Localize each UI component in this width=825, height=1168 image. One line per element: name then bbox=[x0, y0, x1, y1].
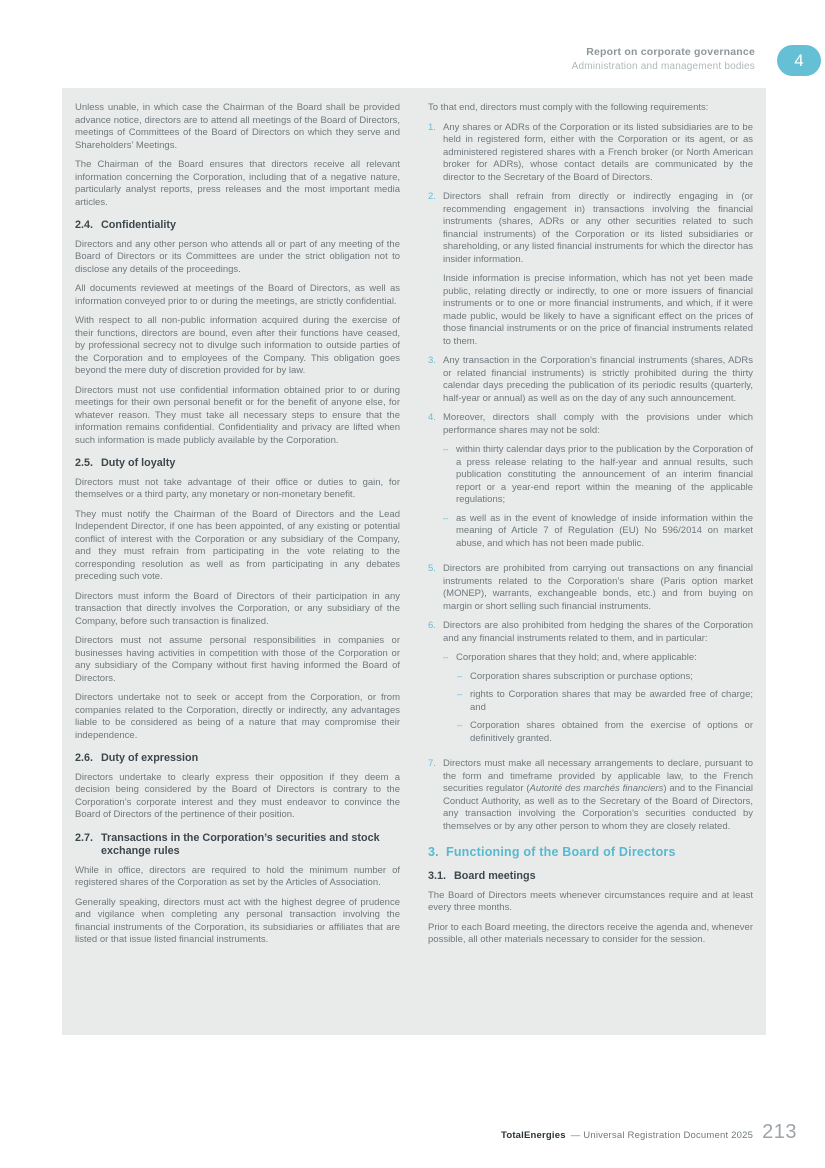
list-item-2 bbox=[428, 191, 753, 348]
dash-marker: – bbox=[443, 652, 449, 663]
page-header bbox=[572, 46, 755, 72]
section-heading-2-4 bbox=[75, 219, 400, 233]
paragraph: The Chairman of the Board ensures that directors receive all relevant information concerning the Corporation, including that of a negative nature, particularly analyst reports, press releases and the most important media articles. bbox=[75, 159, 400, 208]
list-number: 6. bbox=[428, 620, 436, 631]
paragraph: Generally speaking, directors must act with the highest degree of prudence and vigilance when completing any personal transaction involving the financial instruments of the Corporation, its subsidiaries or affiliates that are listed or that issue listed financial instruments. bbox=[75, 896, 400, 945]
heading-number: 2.4. bbox=[75, 219, 94, 231]
list-number: 4. bbox=[428, 412, 436, 423]
list-text: Any transaction in the Corporation’s financial instruments (shares, ADRs or related financial instruments) is strictly prohibited during the thirty calendar days preceding the publication of its periodic results (quarterly, half-year or annual) as well as on the day of any such announcement. bbox=[443, 355, 753, 404]
italic-text: Autorité des marchés financiers bbox=[529, 783, 664, 794]
list-item-5 bbox=[428, 563, 753, 613]
header-subtitle: Administration and management bodies bbox=[571, 61, 755, 72]
list-text: Directors are prohibited from carrying out transactions on any financial instruments related to the Corporation’s share (Paris option market (MONEP), warrants, exchangeable bonds, etc.) and from buying on margin or short selling such financial instruments. bbox=[443, 563, 753, 612]
paragraph: Directors must not use confidential information obtained prior to or during meetings for their own personal benefit or for the benefit of anyone else, for whatever reason. They must take all necessary steps to ensure that the information remains confidential. Confidentiality and privacy are lifted when such information is made publicly available by the Corporation. bbox=[75, 384, 400, 446]
sub-item bbox=[457, 720, 753, 745]
dash-marker: – bbox=[457, 720, 463, 731]
sub-item-text: as well as in the event of knowledge of inside information within the meaning of Article 7 of Regulation (EU) No 596/2014 on market abuse, and which has not been made public. bbox=[456, 512, 753, 549]
section-heading-3-1 bbox=[428, 870, 753, 884]
sub-item bbox=[457, 689, 753, 714]
section-heading-3 bbox=[428, 845, 753, 860]
heading-text: Confidentiality bbox=[101, 219, 176, 231]
section-heading-2-6 bbox=[75, 752, 400, 766]
sub-item bbox=[443, 444, 753, 507]
paragraph: Prior to each Board meeting, the directors receive the agenda and, whenever possible, all other materials necessary to consider for the session. bbox=[428, 921, 753, 945]
paragraph: The Board of Directors meets whenever circumstances require and at least every three months. bbox=[428, 889, 753, 913]
list-item-6 bbox=[428, 620, 753, 751]
text-run: ) and to the Financial Conduct Authority, as well as to the Secretary of the Board of Directors, any transaction involving the Corporation’s securities conducted by themselves or by any other person to whom they are closely related. bbox=[443, 783, 753, 832]
paragraph: Directors undertake not to seek or accept from the Corporation, or from companies related to the Corporation, directly or indirectly, any advantages liable to be considered as being of a nature that may compromise their independence. bbox=[75, 692, 400, 741]
list-item-1 bbox=[428, 122, 753, 185]
sub-item-text: rights to Corporation shares that may be awarded free of charge; and bbox=[470, 689, 753, 713]
page-footer bbox=[501, 1121, 797, 1144]
paragraph: To that end, directors must comply with the following requirements: bbox=[428, 102, 709, 113]
heading-number: 3. bbox=[428, 845, 439, 859]
content-panel bbox=[62, 88, 766, 1035]
heading-number: 2.7. bbox=[75, 831, 94, 844]
dash-marker: – bbox=[443, 512, 449, 524]
list-item-3 bbox=[428, 355, 753, 405]
paragraph: Directors must not assume personal responsibilities in companies or businesses having activities in competition with those of the Corporation or any subsidiary of the Company without first having informed the Board of Directors. bbox=[75, 635, 400, 684]
paragraph: Unless unable, in which case the Chairman of the Board shall be provided advance notice, directors are to attend all meetings of the Board of Directors, meetings of Committees of the Board of Directors on which they serve and Shareholders’ Meetings. bbox=[75, 102, 400, 151]
list-number: 3. bbox=[428, 355, 436, 366]
footer-brand: TotalEnergies bbox=[501, 1130, 566, 1141]
list-number: 5. bbox=[428, 563, 436, 574]
heading-number: 3.1. bbox=[428, 870, 447, 882]
paragraph: They must notify the Chairman of the Board of Directors and the Lead Independent Director, if one has been appointed, of any existing or potential conflict of interest with the Corporation or any subsidiary of the Company, and they must refrain from participating in the vote relating to the corresponding resolution as well as from participating in any debates preceding such vote. bbox=[75, 508, 400, 582]
nested-sub-items bbox=[457, 671, 753, 746]
list-text bbox=[443, 758, 753, 833]
dash-marker: – bbox=[457, 670, 463, 682]
sub-item bbox=[443, 652, 753, 665]
list-number: 7. bbox=[428, 758, 436, 769]
heading-text: Duty of expression bbox=[101, 752, 199, 764]
dash-marker: – bbox=[457, 689, 463, 700]
list-text: Inside information is precise information, which has not yet been made public, relating directly or indirectly, to one or more issuers of financial instruments or to one or more financial instruments, and which, if it were made public, would be likely to have a significant effect on the prices of those financial instruments or on the price of financial instruments related to them. bbox=[443, 273, 753, 347]
list-text: Directors are also prohibited from hedging the shares of the Corporation and any financial instruments related to them, and in particular: bbox=[443, 620, 753, 644]
chapter-number-badge: 4 bbox=[777, 45, 821, 76]
sub-item bbox=[457, 671, 753, 684]
page-number: 213 bbox=[762, 1121, 797, 1143]
list-number: 1. bbox=[428, 121, 436, 133]
heading-number: 2.5. bbox=[75, 457, 94, 469]
paragraph: Directors must inform the Board of Directors of their participation in any transaction that directly involves the Corporation, or any subsidiary of the Company, before such transaction is finalized. bbox=[75, 590, 400, 627]
heading-number: 2.6. bbox=[75, 752, 94, 764]
list-text: Moreover, directors shall comply with the provisions under which performance shares may not be sold: bbox=[443, 412, 753, 436]
dash-marker: – bbox=[443, 444, 449, 455]
paragraph: All documents reviewed at meetings of the Board of Directors, as well as information conveyed prior to or during the meetings, are strictly confidential. bbox=[75, 283, 400, 307]
heading-text: Duty of loyalty bbox=[101, 457, 176, 469]
sub-item-text: Corporation shares obtained from the exercise of options or definitively granted. bbox=[470, 720, 753, 744]
left-column bbox=[75, 102, 400, 1023]
sub-item-text: Corporation shares subscription or purchase options; bbox=[470, 670, 693, 682]
paragraph: With respect to all non-public information acquired during the exercise of their functions, directors are bound, even after their functions have ceased, by professional secrecy not to divulge such information to outside parties of the Corporation and to employees of the Company. This obligation goes beyond the mere duty of discretion provided for by law. bbox=[75, 315, 400, 376]
text-run: Directors must make all necessary arrangements to declare, pursuant to the form and timeframe provided by applicable law, to the French securities regulator ( bbox=[443, 758, 753, 794]
sub-item-text: Corporation shares that they hold; and, where applicable: bbox=[456, 652, 697, 663]
section-heading-2-5 bbox=[75, 457, 400, 471]
right-column bbox=[428, 102, 753, 1023]
list-text: Directors shall refrain from directly or indirectly engaging in (or recommending engagement in) transactions involving the financial instruments (shares, ADRs or any other securities related to such financial instruments) of the Corporation or its listed subsidiaries or shareholding, or any listed financial instruments for which the director has insider information. bbox=[443, 191, 753, 265]
heading-text: Functioning of the Board of Directors bbox=[446, 845, 676, 859]
list-number: 2. bbox=[428, 191, 436, 202]
paragraph: Directors must not take advantage of their office or duties to gain, for themselves or a third party, any monetary or non-monetary benefit. bbox=[75, 476, 400, 500]
list-text: Any shares or ADRs of the Corporation or its listed subsidiaries are to be held in registered form, either with the Corporation or its agent, or as administered registered shares with a French broker (or North American broker for ADRs), whose contact details are communicated by the director to the Secretary of the Board of Directors. bbox=[443, 121, 753, 183]
heading-text: Board meetings bbox=[454, 870, 536, 882]
header-title: Report on corporate governance bbox=[586, 46, 755, 58]
footer-document-title: — Universal Registration Document 2025 bbox=[570, 1130, 754, 1141]
list-item-4 bbox=[428, 412, 753, 556]
paragraph: While in office, directors are required to hold the minimum number of registered shares of the Corporation as set by the Articles of Association. bbox=[75, 864, 400, 888]
paragraph: Directors and any other person who attends all or part of any meeting of the Board of Directors or its Committees are under the strict obligation not to disclose any details of the proceedings. bbox=[75, 238, 400, 275]
heading-text: Transactions in the Corporation’s securities and stock exchange rules bbox=[101, 831, 380, 857]
section-heading-2-7 bbox=[75, 832, 400, 859]
sub-item-text: within thirty calendar days prior to the publication by the Corporation of a press release relating to the half-year and annual results, such publication constituting the announcement of an interim financial report or a year-end report within the meaning of the applicable regulations; bbox=[456, 444, 753, 505]
paragraph: Directors undertake to clearly express their opposition if they deem a decision being considered by the Board of Directors is contrary to the Corporation’s corporate interest and they must endeavor to convince the Board of Directors of the pertinence of their position. bbox=[75, 771, 400, 820]
sub-item bbox=[443, 513, 753, 551]
list-item-7 bbox=[428, 758, 753, 833]
